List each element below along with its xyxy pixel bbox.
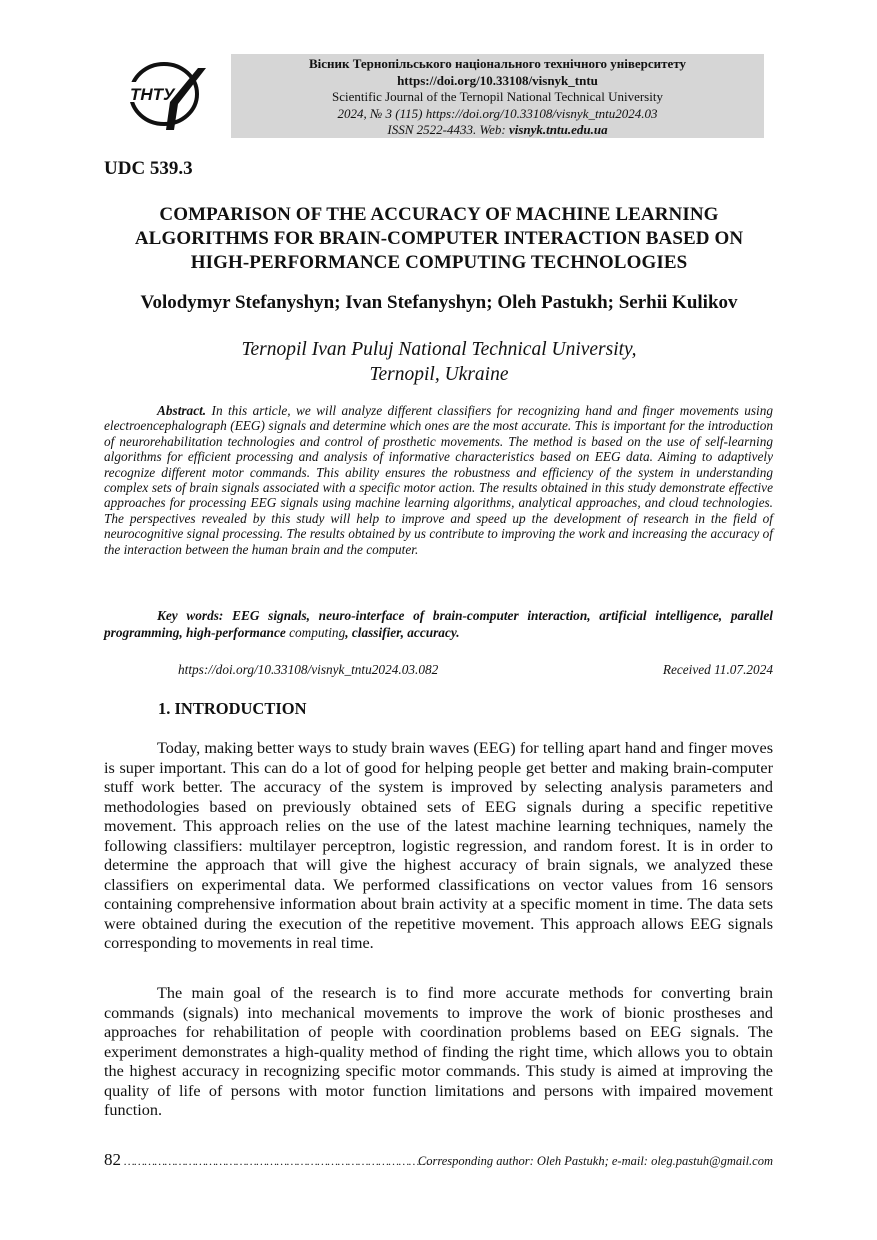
received-date: Received 11.07.2024	[662, 662, 773, 677]
paragraph: Today, making better ways to study brain waves (EEG) for telling apart hand and finger moves is super important. This can do a lot of good for helping people get better and making brain-computer stuff work better. The accuracy of the system is improved by selecting analysis parameters and methodologies based on previously obtained sets of EEG signals during a specific repetitive movement. This approach relies on the use of the latest machine learning techniques, namely the following classifiers: multilayer perceptron, logistic regression, and random forest. It is in order to determine the approach that will give the highest accuracy of brain signals, we analyzed these classifiers on experimental data. We performed classifications on vector values from 16 sensors containing comprehensive information about brain activity at a specific moment in time. The data sets were obtained during the execution of the repetitive movement. This approach allows EEG signals corresponding to movements in real time.	[104, 739, 773, 952]
udc-code: UDC 539.3	[104, 158, 193, 179]
svg-text:ТНТУ: ТНТУ	[130, 85, 175, 104]
keywords-label: Key words:	[157, 608, 224, 623]
paragraph: The main goal of the research is to find more accurate methods for converting brain commands (signals) into mechanical movements to improve the work of bionic prostheses and approaches for rehabilitation of people with coordination problems based on EEG signals. The experiment demonstrates a high-quality method of finding the right time, which allows you to obtain the highest accuracy in recognizing specific motor commands. This study is aimed at improving the quality of life of persons with motor function limitations and persons with impaired movement function.	[104, 984, 773, 1119]
keywords: Key words: EEG signals, neuro-interface of brain-computer interaction, artificial intelligence, parallel programming, high-performance computing, classifier, accuracy.	[104, 608, 773, 640]
tntu-logo-icon	[126, 58, 208, 132]
journal-name-en: Scientific Journal of the Ternopil National Technical University	[332, 89, 663, 104]
journal-logo	[126, 58, 208, 132]
paper-authors: Volodymyr Stefanyshyn; Ivan Stefanyshyn; Oleh Pastukh; Serhii Kulikov	[140, 292, 738, 313]
journal-name-ua: Вісник Тернопільського національного технічного університету	[308, 56, 687, 71]
section-heading: 1. INTRODUCTION	[158, 699, 307, 718]
corresponding-author: Corresponding author: Oleh Pastukh; e-mail: oleg.pastuh@gmail.com	[417, 1154, 773, 1168]
page-number: 82	[104, 1150, 121, 1169]
abstract-text: In this article, we will analyze different classifiers for recognizing hand and finger movements using electroencephalograph (EEG) signals and determine which ones are the most accurate. This is important for the introduction of neurorehabilitation technologies and control of prosthetic movements. The method is based on the use of self-learning algorithms for efficient processing and analysis of informative characteristics based on EEG data. Aiming to adaptively recognize different motor commands. This ability ensures the robustness and efficiency of the system in understanding complex sets of brain signals associated with a specific motor action. The results obtained in this study demonstrate effective approaches for processing EEG signals using machine learning algorithms, analytical approaches, and cloud technologies. The perspectives revealed by this study will help to improve and speed up the development of research in the field of neurocognitive signal processing. The results obtained by us contribute to improving the work and increasing the accuracy of the interaction between the human brain and the computer.	[104, 403, 774, 557]
affiliation-line-1: Ternopil Ivan Puluj National Technical University,	[241, 339, 637, 360]
affiliation	[104, 337, 774, 387]
journal-header	[231, 54, 764, 138]
journal-doi-link[interactable]: https://doi.org/10.33108/visnyk_tntu	[397, 72, 598, 88]
journal-web-link[interactable]: visnyk.tntu.edu.ua	[508, 122, 608, 137]
footer-dots: ………………………………………………………………………………	[124, 1154, 430, 1168]
journal-issn: ISSN 2522-4433. Web: visnyk.tntu.edu.ua	[387, 122, 608, 137]
paper-title: COMPARISON OF THE ACCURACY OF MACHINE LEARNING ALGORITHMS FOR BRAIN-COMPUTER INTERACTION BASED ON HIGH-PERFORMANCE COMPUTING TECHNOLOGIES	[134, 204, 744, 273]
affiliation-line-2: Ternopil, Ukraine	[369, 364, 509, 385]
abstract	[104, 403, 773, 557]
article-doi[interactable]: https://doi.org/10.33108/visnyk_tntu2024.03.082	[178, 662, 439, 677]
journal-issue: 2024, № 3 (115) https://doi.org/10.33108/visnyk_tntu2024.03	[337, 105, 658, 121]
abstract-label: Abstract.	[157, 403, 207, 418]
